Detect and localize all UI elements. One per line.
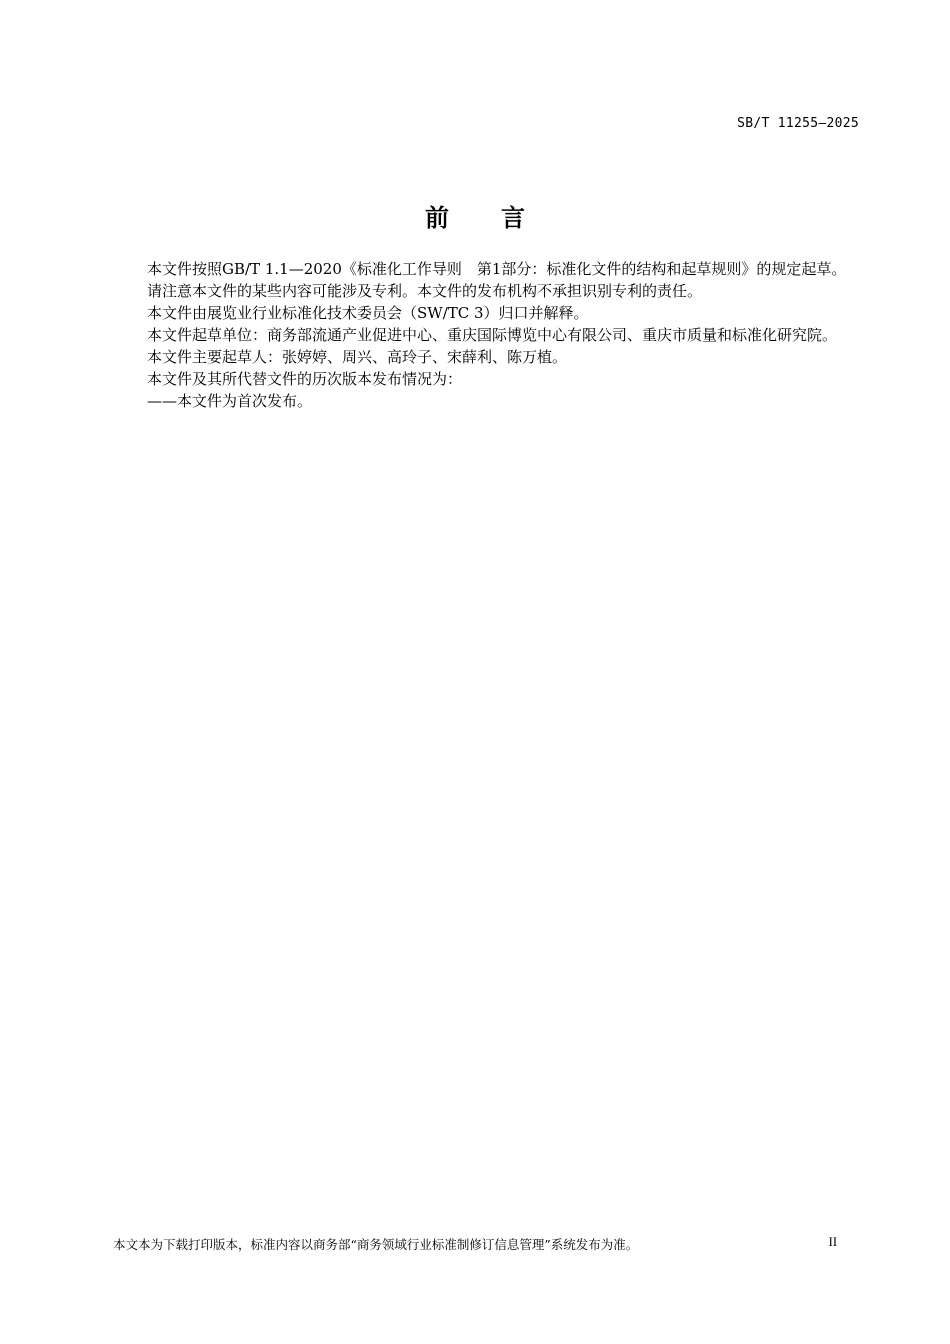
paragraph-version-history: 本文件及其所代替文件的历次版本发布情况为： [147, 370, 463, 388]
paragraph-first-release: ——本文件为首次发布。 [147, 392, 313, 410]
page-number: II [828, 1235, 837, 1249]
paragraph-drafting-rules: 本文件按照GB/T 1.1—2020《标准化工作导则 第1部分：标准化文件的结构和起草规则》的规定起草。 [147, 260, 847, 278]
paragraph-drafting-units: 本文件起草单位：商务部流通产业促进中心、重庆国际博览中心有限公司、重庆市质量和标准化研究院。 [147, 326, 838, 344]
foreword-body [113, 258, 858, 412]
title-char-1: 前 [425, 204, 449, 232]
paragraph-committee: 本文件由展览业行业标准化技术委员会（SW/TC 3）归口并解释。 [147, 304, 589, 322]
paragraph-patent-notice: 请注意本文件的某些内容可能涉及专利。本文件的发布机构不承担识别专利的责任。 [147, 282, 703, 300]
page-title [0, 198, 950, 233]
footer-note: 本文本为下载打印版本，标准内容以商务部“商务领域行业标准制修订信息管理”系统发布为准。 [113, 1237, 639, 1252]
title-char-2: 言 [501, 204, 525, 232]
paragraph-drafters: 本文件主要起草人：张婷婷、周兴、高玲子、宋薛利、陈万植。 [147, 348, 568, 366]
document-code: SB/T 11255—2025 [737, 116, 859, 131]
